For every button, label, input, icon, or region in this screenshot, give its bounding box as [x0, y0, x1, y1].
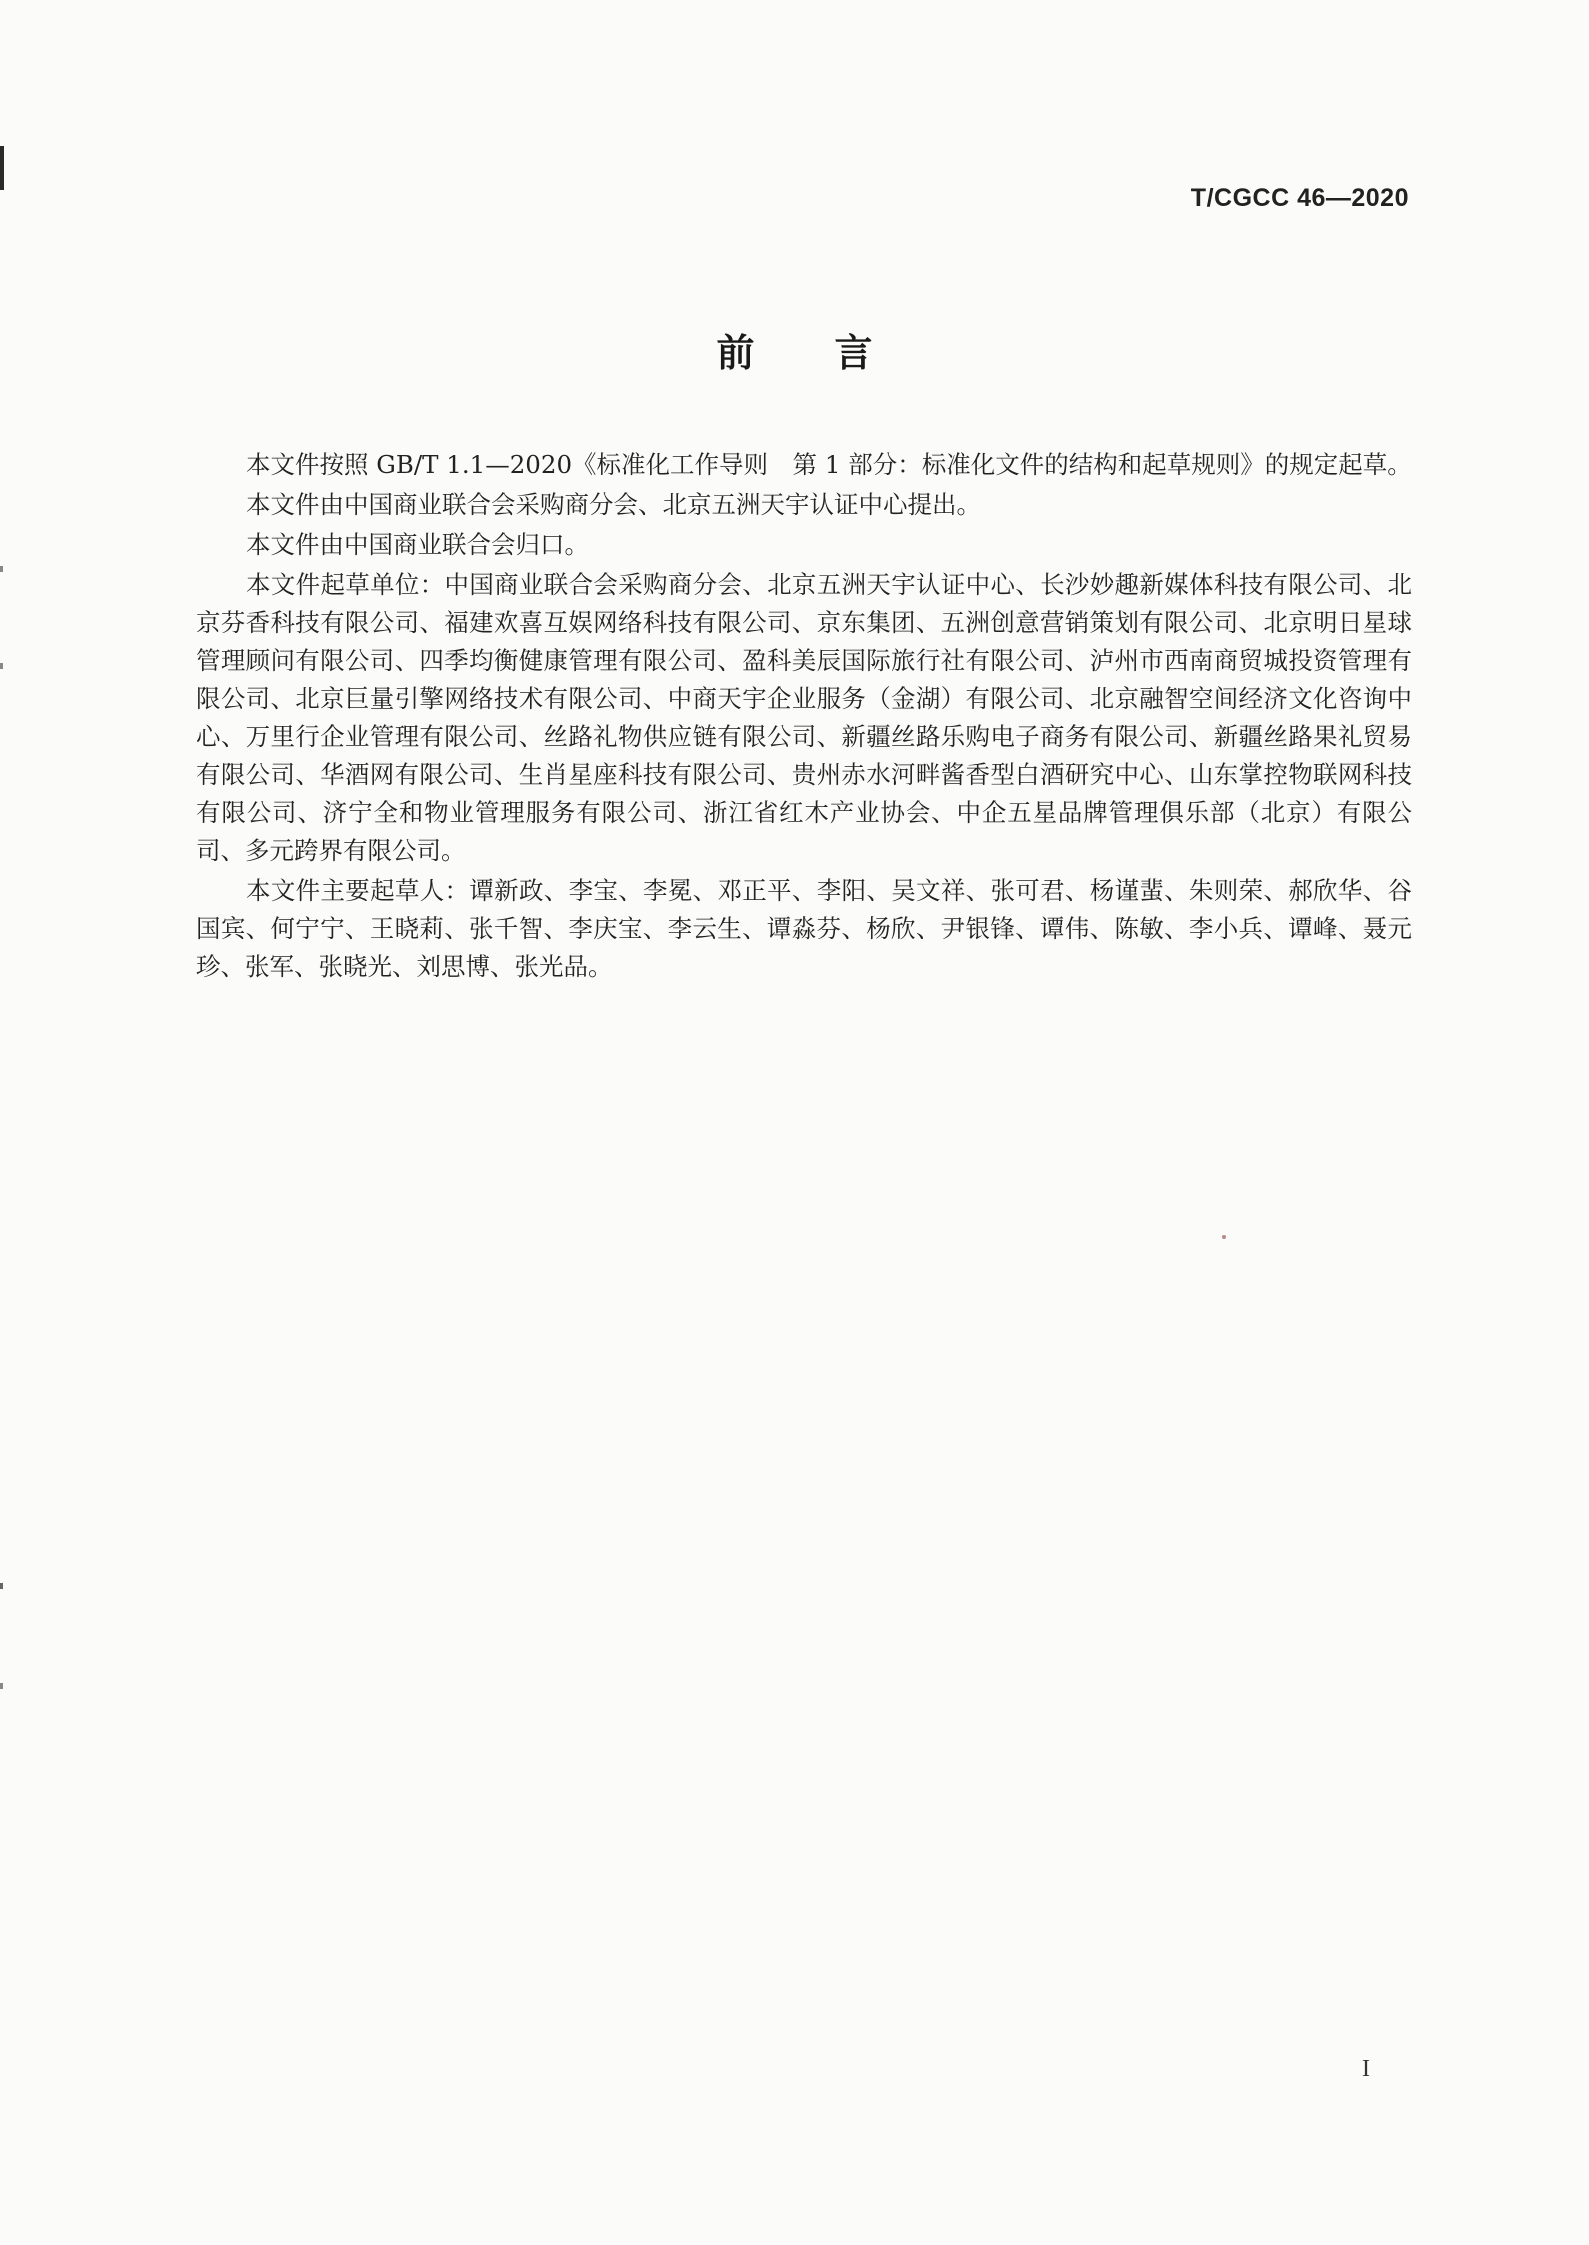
scan-edge-mark	[0, 566, 3, 572]
scan-edge-mark	[0, 663, 3, 669]
page-number: I	[1362, 2056, 1370, 2082]
paragraph-drafting-units: 本文件起草单位：中国商业联合会采购商分会、北京五洲天宇认证中心、长沙妙趣新媒体科技有限公司、北京芬香科技有限公司、福建欢喜互娱网络科技有限公司、京东集团、五洲创意营销策划有限公司、北京明日星球管理顾问有限公司、四季均衡健康管理有限公司、盈科美辰国际旅行社有限公司、泸州市西南商贸城投资管理有限公司、北京巨量引擎网络技术有限公司、中商天宇企业服务（金湖）有限公司、北京融智空间经济文化咨询中心、万里行企业管理有限公司、丝路礼物供应链有限公司、新疆丝路乐购电子商务有限公司、新疆丝路果礼贸易有限公司、华酒网有限公司、生肖星座科技有限公司、贵州赤水河畔酱香型白酒研究中心、山东掌控物联网科技有限公司、济宁全和物业管理服务有限公司、浙江省红木产业协会、中企五星品牌管理俱乐部（北京）有限公司、多元跨界有限公司。	[196, 570, 1412, 865]
standard-number: T/CGCC 46—2020	[1190, 184, 1409, 212]
scan-edge-mark	[0, 1683, 3, 1689]
paragraph-drafters: 本文件主要起草人：谭新政、李宝、李冕、邓正平、李阳、吴文祥、张可君、杨谨蜚、朱则荣、郝欣华、谷国宾、何宁宁、王晓莉、张千智、李庆宝、李云生、谭淼芬、杨欣、尹银锋、谭伟、陈敏、李小兵、谭峰、聂元珍、张军、张晓光、刘思博、张光品。	[196, 876, 1412, 981]
paragraph-drafting-rules: 本文件按照 GB/T 1.1—2020《标准化工作导则 第 1 部分：标准化文件的结构和起草规则》的规定起草。	[246, 450, 1412, 479]
paragraph-administrator: 本文件由中国商业联合会归口。	[246, 530, 589, 559]
scan-edge-mark	[0, 146, 4, 190]
scan-edge-mark	[0, 1583, 3, 1589]
page-title: 前言	[716, 331, 953, 375]
foreword-body	[196, 446, 1412, 986]
scan-speck	[1222, 1235, 1226, 1239]
paragraph-proposer: 本文件由中国商业联合会采购商分会、北京五洲天宇认证中心提出。	[246, 490, 981, 519]
